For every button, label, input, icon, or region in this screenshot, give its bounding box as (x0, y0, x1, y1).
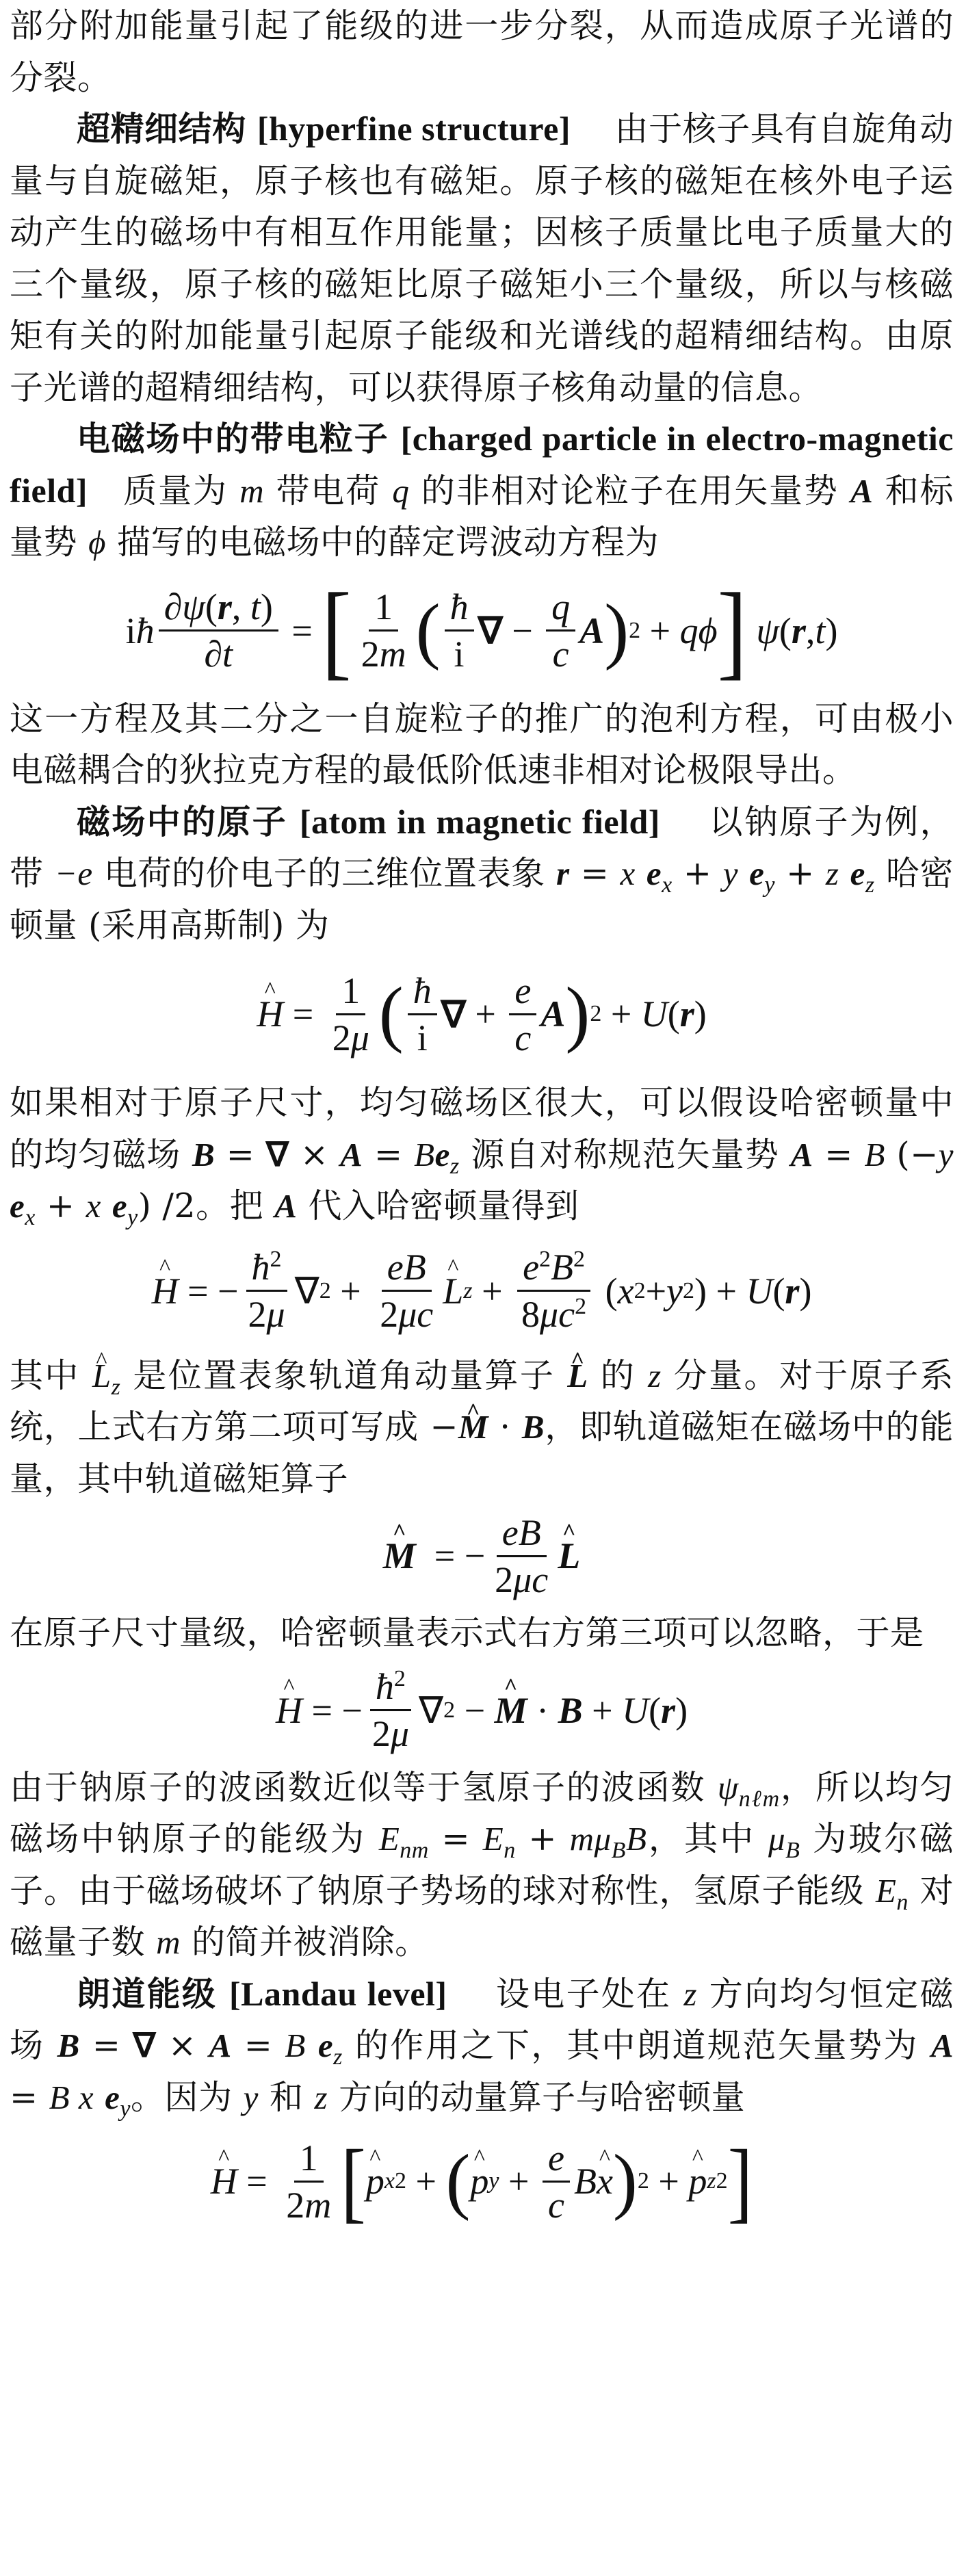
entry-body: 哈密顿量 (采用高斯制) 为 (10, 854, 954, 945)
entry-body: 的作用之下，其中朗道规范矢量势为 (354, 2026, 919, 2065)
intro-text: 部分附加能量引起了能级的进一步分裂，从而造成原子光谱的分裂。 (10, 6, 954, 97)
paragraph-text: 由于钠原子的波函数近似等于氢原子的波函数 (10, 1767, 706, 1807)
paragraph-text: 如果相对于原子尺寸，均匀磁场区很大，可以假设哈密顿量中的均匀磁场 (10, 1083, 954, 1174)
entry-term: 电磁场中的带电粒子 (77, 419, 389, 458)
entry-english: [hyperfine structure] (257, 109, 571, 148)
entry-body: 电荷的价电子的三维位置表象 (103, 854, 545, 893)
paragraph-text: 分量。对于原子系统，上式右方第二项可写成 (10, 1355, 954, 1446)
paragraph-sodium-levels: 由于钠原子的波函数近似等于氢原子的波函数 $\psi_{n\ell m}$，所以均匀磁场中钠原子的能级为 $E_{nm} = E_n + m\mu_BB$，其中 $\mu_B$ 为玻尔磁子。由于磁场破坏了钠原子势场的球对称性，氢原子能级 $E_n$ 对磁量子数 m 的简并被消除。 (10, 1767, 954, 1962)
equation-hamiltonian-3: ^ H = − $\frac{ħ^2}{2\mu}$ ∇ 2 − ^ M · B + U ( r ) (10, 1659, 954, 1762)
paragraph-text: ，即轨道磁矩在磁场中的能量，其中轨道磁矩算子 (10, 1407, 954, 1498)
equation-hamiltonian-2: ^ H = − $\frac{ħ^2}{2\mu}$ ∇ 2 + $\frac{eB}{2\mu c}$ ^ L z + $\frac{e^2B^2}{8\mu c^2}$ ( x 2 + y 2 ) + U ( r ) (10, 1232, 954, 1350)
entry-english: [atom in magnetic field] (299, 802, 660, 841)
paragraph-uniform-field: 如果相对于原子尺寸，均匀磁场区很大，可以假设哈密顿量中的均匀磁场 B = ∇ × $A = Be_z$ 源自对称规范矢量势 A = B (−y $e_x + x$ $e_y$) /2。把 A 代入哈密顿量得到 (10, 1083, 954, 1230)
paragraph-text: 这一方程及其二分之一自旋粒子的推广的泡利方程，可由极小电磁耦合的狄拉克方程的最低阶低速非相对论极限导出。 (10, 699, 954, 790)
paragraph-approximation (10, 1607, 954, 1659)
entry-body: 设电子处在 (496, 1974, 672, 2014)
paragraph-text: 代入哈密顿量得到 (308, 1186, 579, 1225)
entry-body: 的非相对论粒子在用矢量势 (421, 471, 839, 510)
paragraph-text: 其中 (10, 1355, 80, 1395)
entry-hyperfine (10, 103, 954, 413)
entry-charged-particle: 电磁场中的带电粒子 [charged particle in electro-magnetic field] 质量为 m 带电荷 q 的非相对论粒子在用矢量势 A 和标量势 ϕ 描写的电磁场中的薛定谔波动方程为 (10, 419, 954, 562)
paragraph-text: 为玻尔磁子。由于磁场破坏了钠原子势场的球对称性，氢原子能级 (10, 1819, 954, 1910)
entry-body: 和 (269, 2077, 304, 2117)
entry-atom-in-field: 磁场中的原子 [atom in magnetic field] 以钠原子为例，带 −e 电荷的价电子的三维位置表象 r = x $e_x + y$ $e_y + z$ $e_z$ 哈密顿量 (采用高斯制) 为 (10, 802, 954, 945)
equation-landau-hamiltonian: ^ H = $\frac{1}{2m}$ [ ^ p x 2 + ( ^ p y + $\frac{e}{c}$ B ^ x ) 2 + ^ p z 2 ] (10, 2123, 954, 2239)
equation-magnetic-moment: ^ M = − $\frac{eB}{2\mu c}$ ^ L (10, 1505, 954, 1607)
entry-term: 朗道能级 (77, 1974, 218, 2014)
entry-body: 方向的动量算子与哈密顿量 (339, 2077, 746, 2117)
entry-term: 磁场中的原子 (77, 802, 287, 842)
entry-body: 带电荷 (276, 471, 380, 510)
paragraph-text: 的 (600, 1355, 636, 1395)
entry-body: 描写的电磁场中的薛定谔波动方程为 (117, 523, 660, 562)
paragraph-pauli (10, 693, 954, 796)
paragraph-text: 。把 (196, 1186, 264, 1225)
equation-hamiltonian-1: ^ H = $\frac{1}{2\mu}$ ( $\frac{ħ}{i}$ ∇ + $\frac{e}{c}$ A ) 2 + U ( r ) (10, 951, 954, 1077)
paragraph-text: 在原子尺寸量级，哈密顿量表示式右方第三项可以忽略，于是 (10, 1613, 924, 1652)
entry-body: 方向均匀恒定磁场 (10, 1974, 954, 2065)
entry-landau-level: 朗道能级 [Landau level] 设电子处在 z 方向均匀恒定磁场 B = ∇ × A = B $e_z$ 的作用之下，其中朗道规范矢量势为 A = B x $e_y$。因为 y 和 z 方向的动量算子与哈密顿量 (10, 1974, 954, 2122)
entry-term: 超精细结构 (77, 109, 246, 148)
paragraph-text: ，其中 (647, 1819, 756, 1858)
entry-body: 和标量势 (10, 471, 954, 562)
paragraph-text: ，所以均匀磁场中钠原子的能级为 (10, 1767, 954, 1858)
paragraph-orbital-moment: 其中 ^ $L_z$ 是位置表象轨道角动量算子 ^ L 的 z 分量。对于原子系统，上式右方第二项可写成 −^ M · B，即轨道磁矩在磁场中的能量，其中轨道磁矩算子 (10, 1350, 954, 1505)
entry-body: 由于核子具有自旋角动量与自旋磁矩，原子核也有磁矩。原子核的磁矩在核外电子运动产生的磁场中有相互作用能量；因核子质量比电子质量大的三个量级，原子核的磁矩比原子磁矩小三个量级，所以与核磁矩有关的附加能量引起原子能级和光谱线的超精细结构。由原子光谱的超精细结构，可以获得原子核角动量的信息。 (10, 109, 954, 407)
paragraph-text: 的简并被消除。 (192, 1923, 429, 1962)
entry-english: [Landau level] (229, 1974, 447, 2013)
paragraph-text: 是位置表象轨道角动量算子 (133, 1355, 556, 1395)
entry-body: 质量为 (123, 471, 228, 510)
entry-body: 。因为 (131, 2077, 233, 2117)
equation-schrodinger: i ħ $\frac{\partial\psi(r, t)}{\partial t}$ = [ $\frac{1}{2m}$ ( $\frac{ħ}{i}$ ∇ − $\frac{q}{c}$ A ) 2 + qϕ ] ψ ( r , t ) (125, 571, 838, 690)
entry-body: 以钠原子为例，带 (10, 802, 954, 893)
entry-english: [charged particle in electro-magnetic field] (10, 419, 954, 510)
paragraph-intro (10, 0, 954, 103)
paragraph-text: 对磁量子数 (10, 1871, 954, 1962)
paragraph-text: 源自对称规范矢量势 (471, 1134, 779, 1174)
